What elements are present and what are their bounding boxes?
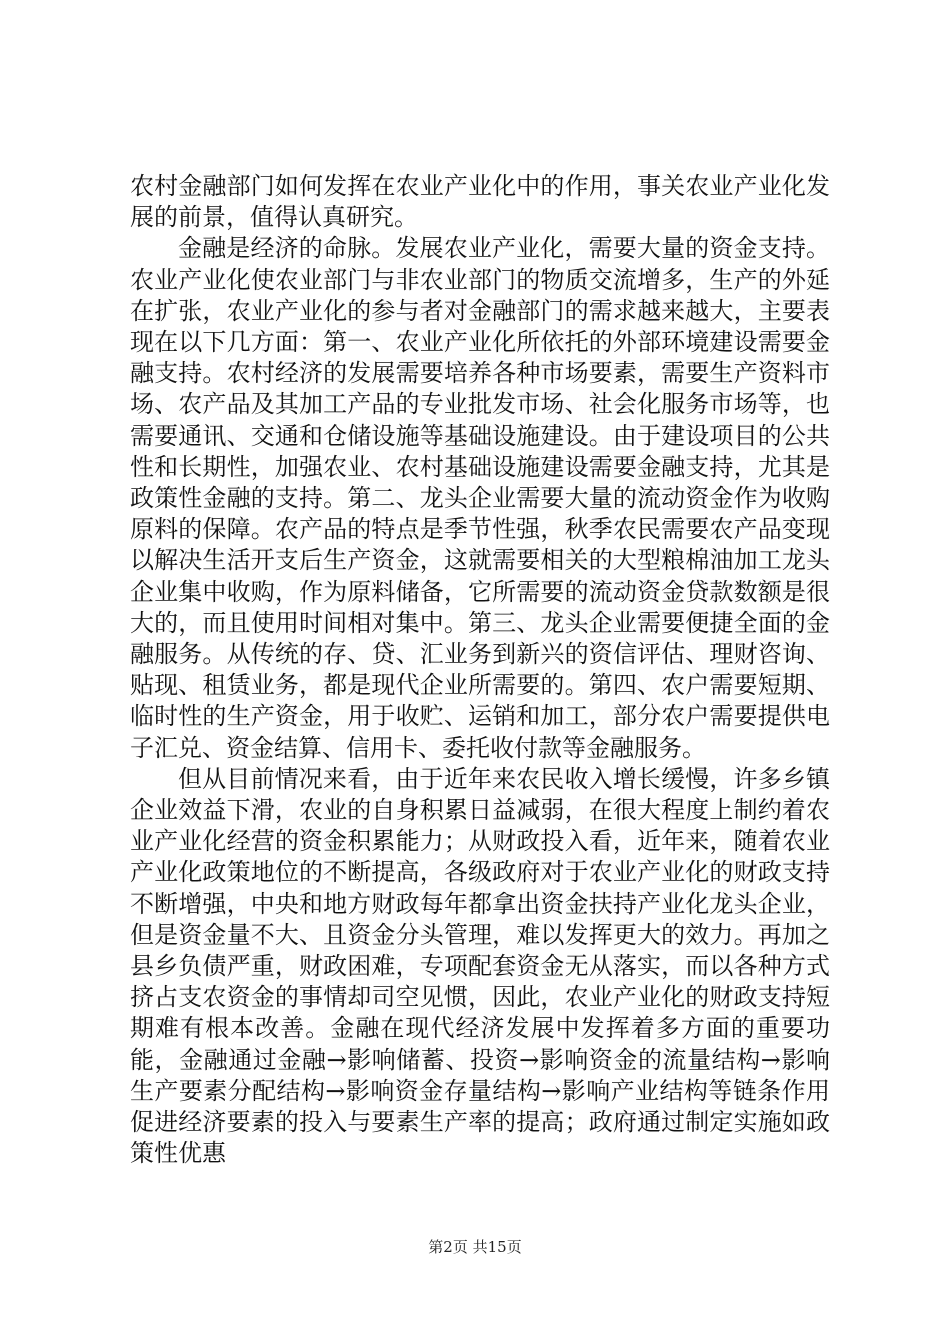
document-body: [130, 171, 830, 1170]
paragraph-3: 但从目前情况来看，由于近年来农民收入增长缓慢，许多乡镇企业效益下滑，农业的自身积累日益减弱，在很大程度上制约着农业产业化经营的资金积累能力；从财政投入看，近年来，随着农业产业化政策地位的不断提高，各级政府对于农业产业化的财政支持不断增强，中央和地方财政每年都拿出资金扶持产业化龙头企业，但是资金量不大、且资金分头管理，难以发挥更大的效力。再加之县乡负债严重，财政困难，专项配套资金无从落实，而以各种方式挤占支农资金的事情却司空见惯，因此，农业产业化的财政支持短期难有根本改善。金融在现代经济发展中发挥着多方面的重要功能，金融通过金融→影响储蓄、投资→影响资金的流量结构→影响生产要素分配结构→影响资金存量结构→影响产业结构等链条作用促进经济要素的投入与要素生产率的提高；政府通过制定实施如政策性优惠: [130, 764, 830, 1168]
page-number-footer: 第2页 共15页: [428, 1238, 522, 1256]
paragraph-1: 农村金融部门如何发挥在农业产业化中的作用，事关农业产业化发展的前景，值得认真研究。: [130, 172, 830, 232]
paragraph-2: 金融是经济的命脉。发展农业产业化，需要大量的资金支持。农业产业化使农业部门与非农业部门的物质交流增多，生产的外延在扩张，农业产业化的参与者对金融部门的需求越来越大，主要表现在以下几方面：第一、农业产业化所依托的外部环境建设需要金融支持。农村经济的发展需要培养各种市场要素，需要生产资料市场、农产品及其加工产品的专业批发市场、社会化服务市场等，也需要通讯、交通和仓储设施等基础设施建设。由于建设项目的公共性和长期性，加强农业、农村基础设施建设需要金融支持，尤其是政策性金融的支持。第二、龙头企业需要大量的流动资金作为收购原料的保障。农产品的特点是季节性强，秋季农民需要农产品变现以解决生活开支后生产资金，这就需要相关的大型粮棉油加工龙头企业集中收购，作为原料储备，它所需要的流动资金贷款数额是很大的，而且使用时间相对集中。第三、龙头企业需要便捷全面的金融服务。从传统的存、贷、汇业务到新兴的资信评估、理财咨询、贴现、租赁业务，都是现代企业所需要的。第四、农户需要短期、临时性的生产资金，用于收贮、运销和加工，部分农户需要提供电子汇兑、资金结算、信用卡、委托收付款等金融服务。: [130, 234, 830, 762]
